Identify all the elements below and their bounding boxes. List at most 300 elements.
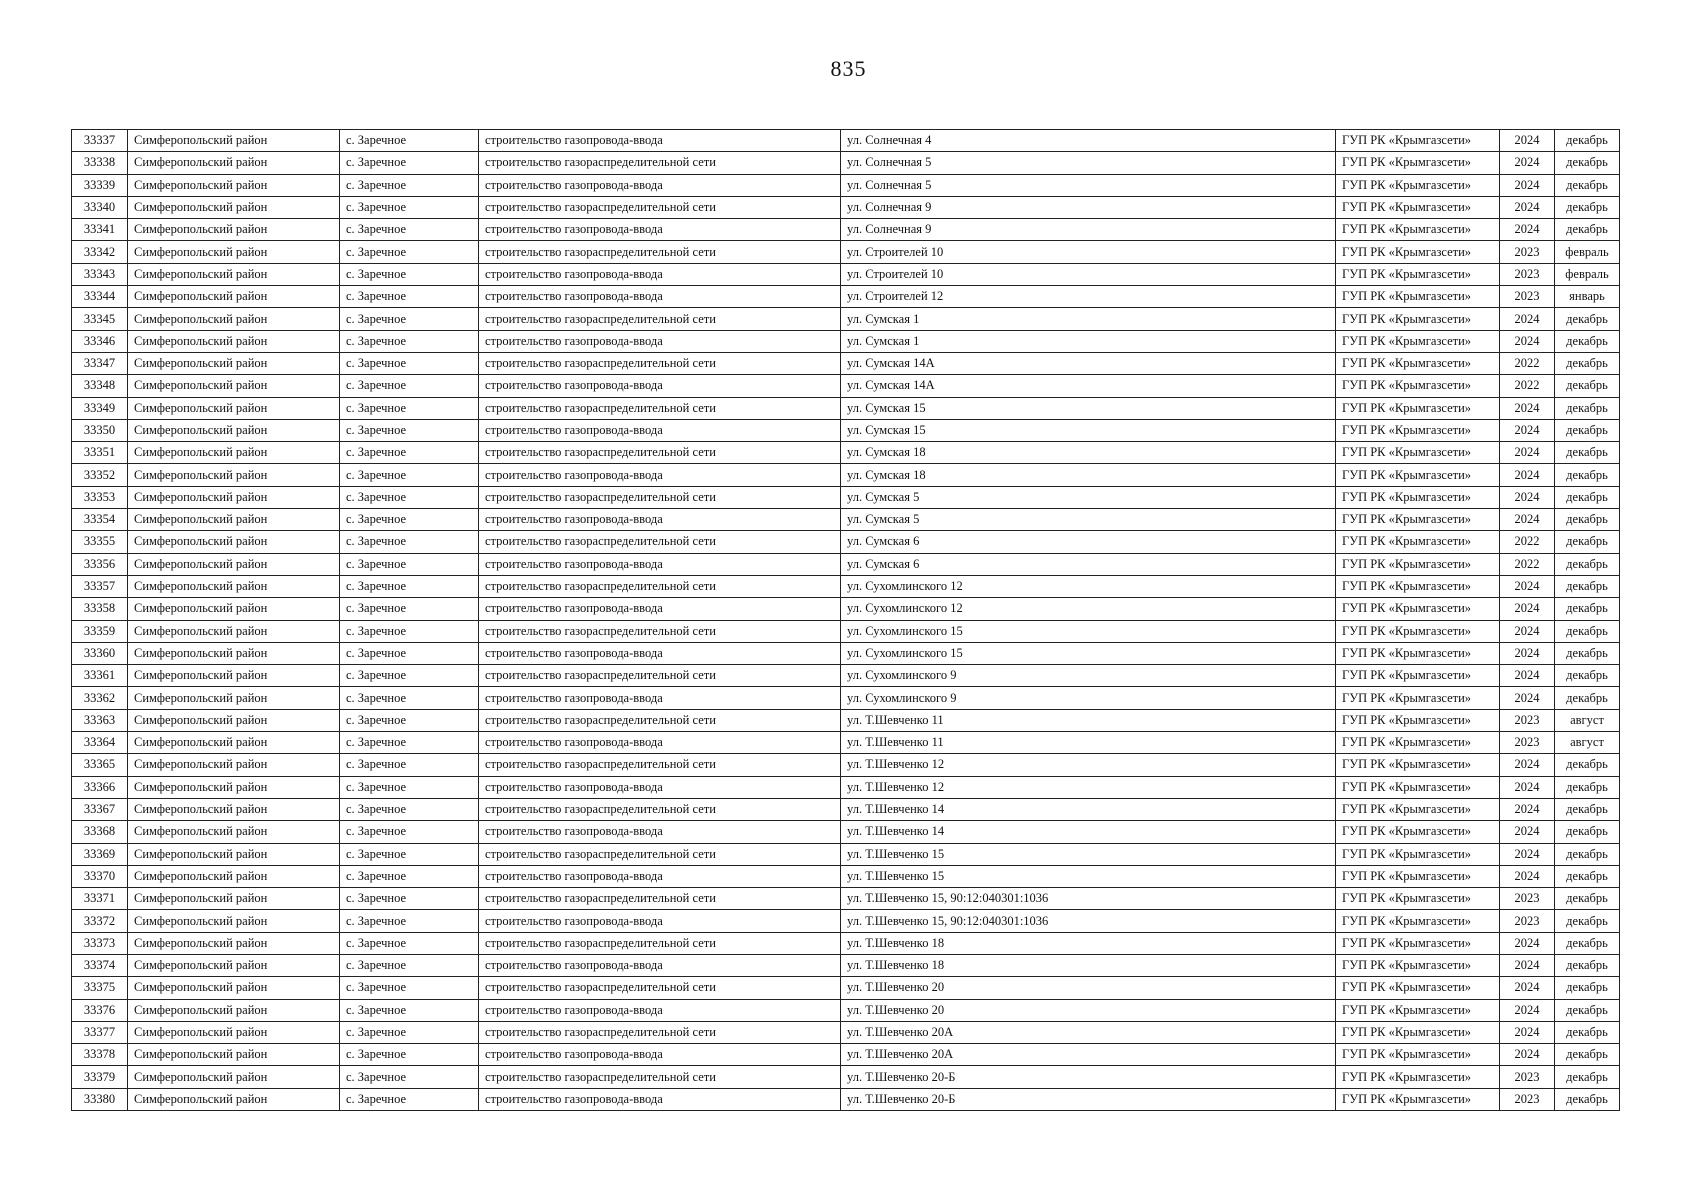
cell-district: Симферопольский район <box>128 843 340 865</box>
cell-organization: ГУП РК «Крымгазсети» <box>1336 286 1500 308</box>
cell-year: 2024 <box>1500 776 1555 798</box>
table-row <box>72 442 1620 464</box>
cell-month: декабрь <box>1555 486 1620 508</box>
cell-work-type: строительство газораспределительной сети <box>479 709 841 731</box>
cell-month: декабрь <box>1555 776 1620 798</box>
cell-month: декабрь <box>1555 865 1620 887</box>
cell-row-number: 33371 <box>72 888 128 910</box>
cell-month: декабрь <box>1555 442 1620 464</box>
cell-year: 2022 <box>1500 352 1555 374</box>
cell-work-type: строительство газопровода-ввода <box>479 910 841 932</box>
cell-village: с. Заречное <box>340 308 479 330</box>
cell-district: Симферопольский район <box>128 598 340 620</box>
cell-address: ул. Т.Шевченко 12 <box>841 776 1336 798</box>
cell-month: декабрь <box>1555 888 1620 910</box>
cell-organization: ГУП РК «Крымгазсети» <box>1336 888 1500 910</box>
cell-year: 2024 <box>1500 821 1555 843</box>
cell-village: с. Заречное <box>340 419 479 441</box>
cell-district: Симферопольский район <box>128 1066 340 1088</box>
cell-organization: ГУП РК «Крымгазсети» <box>1336 687 1500 709</box>
cell-work-type: строительство газопровода-ввода <box>479 1088 841 1110</box>
table-row <box>72 553 1620 575</box>
cell-organization: ГУП РК «Крымгазсети» <box>1336 152 1500 174</box>
table-row <box>72 910 1620 932</box>
table-row <box>72 620 1620 642</box>
page-number: 835 <box>830 56 867 81</box>
cell-year: 2023 <box>1500 888 1555 910</box>
cell-row-number: 33339 <box>72 174 128 196</box>
cell-work-type: строительство газопровода-ввода <box>479 776 841 798</box>
cell-address: ул. Т.Шевченко 12 <box>841 754 1336 776</box>
cell-village: с. Заречное <box>340 130 479 152</box>
cell-row-number: 33377 <box>72 1021 128 1043</box>
cell-year: 2023 <box>1500 910 1555 932</box>
cell-village: с. Заречное <box>340 375 479 397</box>
cell-year: 2024 <box>1500 754 1555 776</box>
cell-year: 2023 <box>1500 241 1555 263</box>
cell-row-number: 33374 <box>72 954 128 976</box>
cell-work-type: строительство газораспределительной сети <box>479 754 841 776</box>
cell-work-type: строительство газораспределительной сети <box>479 932 841 954</box>
cell-organization: ГУП РК «Крымгазсети» <box>1336 598 1500 620</box>
registry-table <box>71 129 1620 1111</box>
cell-address: ул. Сумская 1 <box>841 330 1336 352</box>
cell-year: 2024 <box>1500 798 1555 820</box>
cell-work-type: строительство газораспределительной сети <box>479 352 841 374</box>
cell-village: с. Заречное <box>340 1044 479 1066</box>
cell-district: Симферопольский район <box>128 642 340 664</box>
table-row <box>72 509 1620 531</box>
cell-address: ул. Т.Шевченко 15, 90:12:040301:1036 <box>841 888 1336 910</box>
cell-district: Симферопольский район <box>128 486 340 508</box>
cell-month: декабрь <box>1555 397 1620 419</box>
cell-organization: ГУП РК «Крымгазсети» <box>1336 375 1500 397</box>
cell-district: Симферопольский район <box>128 620 340 642</box>
cell-work-type: строительство газопровода-ввода <box>479 509 841 531</box>
cell-work-type: строительство газораспределительной сети <box>479 486 841 508</box>
cell-address: ул. Т.Шевченко 18 <box>841 954 1336 976</box>
table-row <box>72 709 1620 731</box>
table-row <box>72 174 1620 196</box>
cell-month: февраль <box>1555 263 1620 285</box>
cell-address: ул. Солнечная 5 <box>841 174 1336 196</box>
cell-month: декабрь <box>1555 330 1620 352</box>
table-row <box>72 665 1620 687</box>
cell-address: ул. Строителей 10 <box>841 263 1336 285</box>
cell-district: Симферопольский район <box>128 665 340 687</box>
cell-village: с. Заречное <box>340 486 479 508</box>
cell-address: ул. Сумская 18 <box>841 442 1336 464</box>
cell-month: декабрь <box>1555 152 1620 174</box>
cell-village: с. Заречное <box>340 888 479 910</box>
cell-work-type: строительство газопровода-ввода <box>479 1044 841 1066</box>
cell-month: декабрь <box>1555 509 1620 531</box>
cell-address: ул. Сухомлинского 12 <box>841 598 1336 620</box>
cell-district: Симферопольский район <box>128 196 340 218</box>
cell-row-number: 33361 <box>72 665 128 687</box>
cell-address: ул. Сухомлинского 9 <box>841 687 1336 709</box>
cell-year: 2024 <box>1500 575 1555 597</box>
table-row <box>72 575 1620 597</box>
cell-month: декабрь <box>1555 687 1620 709</box>
cell-village: с. Заречное <box>340 642 479 664</box>
table-row <box>72 821 1620 843</box>
cell-month: декабрь <box>1555 954 1620 976</box>
table-row <box>72 977 1620 999</box>
cell-year: 2023 <box>1500 709 1555 731</box>
cell-organization: ГУП РК «Крымгазсети» <box>1336 1044 1500 1066</box>
cell-work-type: строительство газопровода-ввода <box>479 598 841 620</box>
cell-row-number: 33372 <box>72 910 128 932</box>
cell-month: декабрь <box>1555 620 1620 642</box>
cell-year: 2024 <box>1500 1044 1555 1066</box>
cell-row-number: 33341 <box>72 219 128 241</box>
cell-work-type: строительство газораспределительной сети <box>479 196 841 218</box>
cell-village: с. Заречное <box>340 598 479 620</box>
table-row <box>72 1066 1620 1088</box>
cell-address: ул. Т.Шевченко 20 <box>841 977 1336 999</box>
cell-organization: ГУП РК «Крымгазсети» <box>1336 620 1500 642</box>
cell-year: 2024 <box>1500 843 1555 865</box>
cell-village: с. Заречное <box>340 397 479 419</box>
cell-address: ул. Т.Шевченко 20А <box>841 1021 1336 1043</box>
cell-month: декабрь <box>1555 531 1620 553</box>
cell-village: с. Заречное <box>340 754 479 776</box>
cell-year: 2024 <box>1500 932 1555 954</box>
cell-work-type: строительство газораспределительной сети <box>479 843 841 865</box>
cell-organization: ГУП РК «Крымгазсети» <box>1336 464 1500 486</box>
cell-village: с. Заречное <box>340 263 479 285</box>
cell-work-type: строительство газопровода-ввода <box>479 263 841 285</box>
cell-village: с. Заречное <box>340 620 479 642</box>
cell-row-number: 33344 <box>72 286 128 308</box>
table-row <box>72 419 1620 441</box>
cell-district: Симферопольский район <box>128 1021 340 1043</box>
cell-organization: ГУП РК «Крымгазсети» <box>1336 553 1500 575</box>
cell-district: Симферопольский район <box>128 263 340 285</box>
cell-organization: ГУП РК «Крымгазсети» <box>1336 196 1500 218</box>
cell-row-number: 33379 <box>72 1066 128 1088</box>
cell-year: 2024 <box>1500 509 1555 531</box>
cell-district: Симферопольский район <box>128 397 340 419</box>
cell-village: с. Заречное <box>340 509 479 531</box>
cell-village: с. Заречное <box>340 174 479 196</box>
cell-work-type: строительство газораспределительной сети <box>479 888 841 910</box>
cell-work-type: строительство газопровода-ввода <box>479 865 841 887</box>
cell-village: с. Заречное <box>340 352 479 374</box>
cell-district: Симферопольский район <box>128 509 340 531</box>
table-row <box>72 865 1620 887</box>
cell-district: Симферопольский район <box>128 152 340 174</box>
cell-district: Симферопольский район <box>128 330 340 352</box>
cell-year: 2022 <box>1500 375 1555 397</box>
cell-organization: ГУП РК «Крымгазсети» <box>1336 486 1500 508</box>
cell-village: с. Заречное <box>340 843 479 865</box>
cell-row-number: 33354 <box>72 509 128 531</box>
cell-work-type: строительство газораспределительной сети <box>479 308 841 330</box>
cell-work-type: строительство газопровода-ввода <box>479 464 841 486</box>
cell-organization: ГУП РК «Крымгазсети» <box>1336 397 1500 419</box>
cell-month: декабрь <box>1555 575 1620 597</box>
cell-work-type: строительство газопровода-ввода <box>479 553 841 575</box>
cell-work-type: строительство газораспределительной сети <box>479 442 841 464</box>
cell-row-number: 33351 <box>72 442 128 464</box>
cell-year: 2024 <box>1500 308 1555 330</box>
cell-row-number: 33378 <box>72 1044 128 1066</box>
cell-village: с. Заречное <box>340 977 479 999</box>
cell-work-type: строительство газораспределительной сети <box>479 397 841 419</box>
cell-month: декабрь <box>1555 464 1620 486</box>
cell-district: Симферопольский район <box>128 308 340 330</box>
cell-work-type: строительство газораспределительной сети <box>479 798 841 820</box>
cell-organization: ГУП РК «Крымгазсети» <box>1336 798 1500 820</box>
cell-row-number: 33367 <box>72 798 128 820</box>
cell-address: ул. Сумская 6 <box>841 553 1336 575</box>
cell-year: 2024 <box>1500 130 1555 152</box>
table-row <box>72 999 1620 1021</box>
cell-row-number: 33358 <box>72 598 128 620</box>
cell-row-number: 33346 <box>72 330 128 352</box>
cell-village: с. Заречное <box>340 865 479 887</box>
cell-address: ул. Т.Шевченко 15, 90:12:040301:1036 <box>841 910 1336 932</box>
cell-organization: ГУП РК «Крымгазсети» <box>1336 910 1500 932</box>
cell-row-number: 33342 <box>72 241 128 263</box>
cell-month: декабрь <box>1555 665 1620 687</box>
cell-year: 2023 <box>1500 286 1555 308</box>
table-row <box>72 196 1620 218</box>
cell-district: Симферопольский район <box>128 130 340 152</box>
cell-year: 2024 <box>1500 419 1555 441</box>
cell-row-number: 33365 <box>72 754 128 776</box>
cell-year: 2024 <box>1500 999 1555 1021</box>
cell-organization: ГУП РК «Крымгазсети» <box>1336 130 1500 152</box>
cell-organization: ГУП РК «Крымгазсети» <box>1336 1088 1500 1110</box>
cell-district: Симферопольский район <box>128 754 340 776</box>
cell-row-number: 33355 <box>72 531 128 553</box>
cell-work-type: строительство газопровода-ввода <box>479 330 841 352</box>
cell-village: с. Заречное <box>340 776 479 798</box>
cell-year: 2024 <box>1500 152 1555 174</box>
table-row <box>72 375 1620 397</box>
cell-organization: ГУП РК «Крымгазсети» <box>1336 977 1500 999</box>
cell-village: с. Заречное <box>340 241 479 263</box>
cell-year: 2024 <box>1500 642 1555 664</box>
cell-work-type: строительство газораспределительной сети <box>479 575 841 597</box>
cell-village: с. Заречное <box>340 798 479 820</box>
cell-address: ул. Строителей 12 <box>841 286 1336 308</box>
cell-village: с. Заречное <box>340 821 479 843</box>
cell-month: декабрь <box>1555 1021 1620 1043</box>
cell-village: с. Заречное <box>340 286 479 308</box>
cell-month: декабрь <box>1555 308 1620 330</box>
cell-district: Симферопольский район <box>128 464 340 486</box>
cell-organization: ГУП РК «Крымгазсети» <box>1336 732 1500 754</box>
cell-district: Симферопольский район <box>128 954 340 976</box>
table-row <box>72 754 1620 776</box>
cell-row-number: 33364 <box>72 732 128 754</box>
cell-row-number: 33359 <box>72 620 128 642</box>
cell-month: декабрь <box>1555 821 1620 843</box>
cell-row-number: 33345 <box>72 308 128 330</box>
cell-month: декабрь <box>1555 1044 1620 1066</box>
cell-work-type: строительство газораспределительной сети <box>479 531 841 553</box>
cell-row-number: 33356 <box>72 553 128 575</box>
cell-district: Симферопольский район <box>128 732 340 754</box>
cell-month: декабрь <box>1555 130 1620 152</box>
table-row <box>72 642 1620 664</box>
cell-year: 2022 <box>1500 553 1555 575</box>
cell-address: ул. Строителей 10 <box>841 241 1336 263</box>
cell-village: с. Заречное <box>340 709 479 731</box>
cell-row-number: 33376 <box>72 999 128 1021</box>
cell-year: 2023 <box>1500 1066 1555 1088</box>
cell-row-number: 33368 <box>72 821 128 843</box>
cell-work-type: строительство газораспределительной сети <box>479 665 841 687</box>
cell-address: ул. Солнечная 9 <box>841 219 1336 241</box>
table-row <box>72 1088 1620 1110</box>
cell-district: Симферопольский район <box>128 1044 340 1066</box>
table-row <box>72 152 1620 174</box>
cell-district: Симферопольский район <box>128 910 340 932</box>
cell-district: Симферопольский район <box>128 865 340 887</box>
cell-address: ул. Солнечная 4 <box>841 130 1336 152</box>
cell-village: с. Заречное <box>340 1066 479 1088</box>
cell-month: декабрь <box>1555 553 1620 575</box>
cell-work-type: строительство газораспределительной сети <box>479 620 841 642</box>
cell-work-type: строительство газопровода-ввода <box>479 687 841 709</box>
cell-village: с. Заречное <box>340 553 479 575</box>
cell-address: ул. Т.Шевченко 15 <box>841 865 1336 887</box>
table-row <box>72 286 1620 308</box>
table-row <box>72 1021 1620 1043</box>
cell-address: ул. Сумская 15 <box>841 397 1336 419</box>
cell-organization: ГУП РК «Крымгазсети» <box>1336 509 1500 531</box>
cell-row-number: 33362 <box>72 687 128 709</box>
cell-address: ул. Сухомлинского 15 <box>841 642 1336 664</box>
cell-organization: ГУП РК «Крымгазсети» <box>1336 330 1500 352</box>
cell-organization: ГУП РК «Крымгазсети» <box>1336 665 1500 687</box>
cell-district: Симферопольский район <box>128 286 340 308</box>
cell-year: 2024 <box>1500 330 1555 352</box>
table-row <box>72 531 1620 553</box>
cell-organization: ГУП РК «Крымгазсети» <box>1336 709 1500 731</box>
cell-organization: ГУП РК «Крымгазсети» <box>1336 308 1500 330</box>
table-row <box>72 598 1620 620</box>
cell-work-type: строительство газопровода-ввода <box>479 375 841 397</box>
cell-village: с. Заречное <box>340 575 479 597</box>
cell-organization: ГУП РК «Крымгазсети» <box>1336 575 1500 597</box>
cell-month: декабрь <box>1555 642 1620 664</box>
cell-organization: ГУП РК «Крымгазсети» <box>1336 263 1500 285</box>
cell-month: декабрь <box>1555 174 1620 196</box>
cell-work-type: строительство газопровода-ввода <box>479 286 841 308</box>
cell-month: январь <box>1555 286 1620 308</box>
cell-district: Симферопольский район <box>128 821 340 843</box>
cell-organization: ГУП РК «Крымгазсети» <box>1336 954 1500 976</box>
table-row <box>72 732 1620 754</box>
cell-year: 2024 <box>1500 598 1555 620</box>
cell-district: Симферопольский район <box>128 999 340 1021</box>
cell-village: с. Заречное <box>340 531 479 553</box>
cell-village: с. Заречное <box>340 687 479 709</box>
cell-month: декабрь <box>1555 977 1620 999</box>
cell-village: с. Заречное <box>340 999 479 1021</box>
cell-row-number: 33349 <box>72 397 128 419</box>
cell-year: 2024 <box>1500 486 1555 508</box>
cell-village: с. Заречное <box>340 152 479 174</box>
cell-year: 2024 <box>1500 196 1555 218</box>
cell-organization: ГУП РК «Крымгазсети» <box>1336 821 1500 843</box>
cell-month: декабрь <box>1555 843 1620 865</box>
table-row <box>72 130 1620 152</box>
cell-village: с. Заречное <box>340 219 479 241</box>
cell-district: Симферопольский район <box>128 375 340 397</box>
cell-row-number: 33347 <box>72 352 128 374</box>
table-row <box>72 263 1620 285</box>
table-row <box>72 954 1620 976</box>
cell-row-number: 33370 <box>72 865 128 887</box>
cell-month: август <box>1555 732 1620 754</box>
cell-work-type: строительство газопровода-ввода <box>479 999 841 1021</box>
cell-address: ул. Т.Шевченко 18 <box>841 932 1336 954</box>
cell-row-number: 33348 <box>72 375 128 397</box>
cell-month: декабрь <box>1555 352 1620 374</box>
cell-district: Симферопольский район <box>128 531 340 553</box>
cell-month: декабрь <box>1555 375 1620 397</box>
cell-address: ул. Т.Шевченко 20А <box>841 1044 1336 1066</box>
cell-month: декабрь <box>1555 798 1620 820</box>
cell-district: Симферопольский район <box>128 776 340 798</box>
cell-work-type: строительство газораспределительной сети <box>479 977 841 999</box>
cell-organization: ГУП РК «Крымгазсети» <box>1336 442 1500 464</box>
cell-year: 2024 <box>1500 397 1555 419</box>
cell-organization: ГУП РК «Крымгазсети» <box>1336 1066 1500 1088</box>
cell-work-type: строительство газопровода-ввода <box>479 174 841 196</box>
cell-year: 2023 <box>1500 263 1555 285</box>
cell-village: с. Заречное <box>340 910 479 932</box>
table-row <box>72 776 1620 798</box>
cell-organization: ГУП РК «Крымгазсети» <box>1336 932 1500 954</box>
cell-address: ул. Т.Шевченко 11 <box>841 732 1336 754</box>
cell-district: Симферопольский район <box>128 241 340 263</box>
cell-month: декабрь <box>1555 598 1620 620</box>
cell-district: Симферопольский район <box>128 219 340 241</box>
cell-month: декабрь <box>1555 910 1620 932</box>
cell-work-type: строительство газопровода-ввода <box>479 732 841 754</box>
cell-work-type: строительство газораспределительной сети <box>479 1021 841 1043</box>
registry-rows <box>72 130 1620 1111</box>
table-row <box>72 241 1620 263</box>
cell-row-number: 33343 <box>72 263 128 285</box>
cell-year: 2024 <box>1500 977 1555 999</box>
cell-row-number: 33375 <box>72 977 128 999</box>
table-row <box>72 932 1620 954</box>
cell-organization: ГУП РК «Крымгазсети» <box>1336 865 1500 887</box>
cell-address: ул. Сумская 15 <box>841 419 1336 441</box>
cell-year: 2024 <box>1500 954 1555 976</box>
cell-month: февраль <box>1555 241 1620 263</box>
cell-address: ул. Сумская 14А <box>841 375 1336 397</box>
cell-work-type: строительство газопровода-ввода <box>479 219 841 241</box>
cell-month: декабрь <box>1555 932 1620 954</box>
cell-organization: ГУП РК «Крымгазсети» <box>1336 219 1500 241</box>
cell-work-type: строительство газопровода-ввода <box>479 130 841 152</box>
cell-address: ул. Сумская 14А <box>841 352 1336 374</box>
table-row <box>72 308 1620 330</box>
cell-district: Симферопольский район <box>128 1088 340 1110</box>
table-row <box>72 464 1620 486</box>
cell-address: ул. Сумская 1 <box>841 308 1336 330</box>
